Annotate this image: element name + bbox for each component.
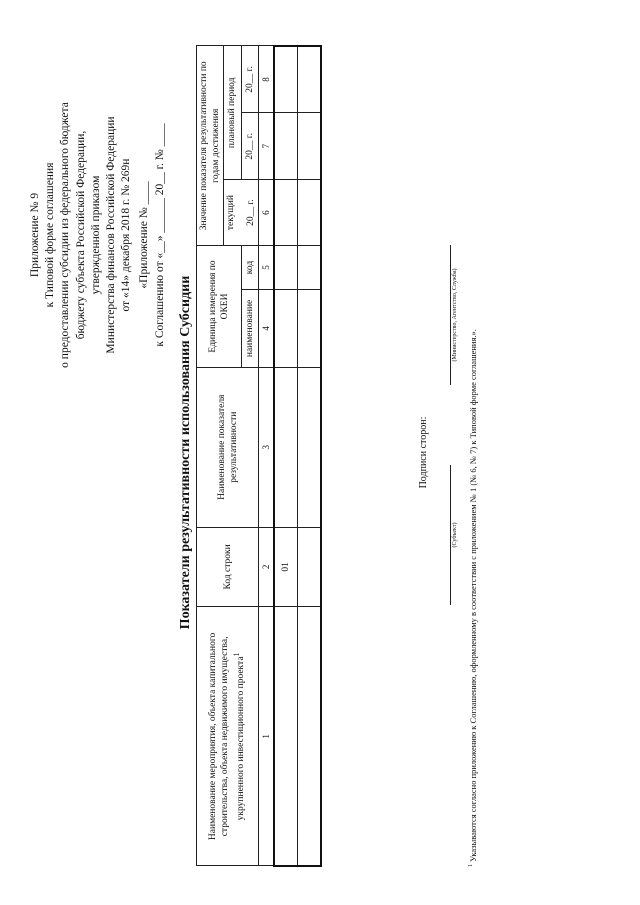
table-cell-row-code: 01 — [274, 527, 298, 607]
header-plan-year-2: 20__ г. — [241, 46, 259, 113]
header-plan-year-1: 20__ г. — [241, 113, 259, 180]
column-number: 1 — [259, 607, 275, 866]
table-cell — [298, 246, 322, 290]
column-number: 4 — [259, 289, 275, 367]
header-unit-code: код — [241, 246, 259, 290]
table-cell — [298, 180, 322, 246]
header-unit: Единица измерения по ОКЕИ — [197, 246, 242, 368]
signature-line — [438, 465, 451, 605]
table-cell — [274, 113, 298, 180]
table-cell — [274, 246, 298, 290]
table-cell — [274, 367, 298, 527]
column-number: 7 — [259, 113, 275, 180]
column-number: 8 — [259, 46, 275, 113]
signature-subject — [438, 465, 458, 605]
signatures-title: Подписи сторон: — [418, 416, 429, 489]
header-line-4: бюджету субъекта Российской Федерации, — [74, 130, 87, 340]
header-line-1: Приложение № 9 — [29, 192, 41, 278]
header-current: текущий 20__ г. — [224, 180, 259, 246]
header-plan-period: плановый период — [224, 46, 242, 180]
table-cell — [274, 607, 298, 866]
header-line-2: к Типовой форме соглашения — [44, 162, 57, 308]
table-cell — [298, 527, 322, 607]
signature-ministry — [438, 245, 458, 385]
signature-caption-subject: (Субъект) — [452, 522, 458, 548]
header-line-8: «Приложение № ____ — [138, 181, 151, 289]
column-number: 5 — [259, 246, 275, 290]
table-cell — [274, 289, 298, 367]
table-cell — [274, 46, 298, 113]
table-cell — [298, 367, 322, 527]
header-row-code: Код строки — [197, 527, 259, 607]
header-unit-name: наименование — [241, 289, 259, 367]
table-cell — [298, 607, 322, 866]
header-indicator: Наименование показателя результативности — [197, 367, 259, 527]
header-line-3: о предоставлении субсидии из федерального бюджета — [59, 102, 72, 368]
header-line-6: Министерства финансов Российской Федерации — [105, 116, 118, 354]
table-cell — [298, 289, 322, 367]
table-cell — [298, 113, 322, 180]
signature-line — [438, 245, 451, 385]
header-line-9: к Соглашению от «__» ______ 20__ г. № ____ — [153, 123, 166, 347]
header-event: Наименование мероприятия, объекта капитального строительства, объекта недвижимого имущества, укрупненного инвестиционного проекта$^1$ — [197, 607, 259, 866]
table-row — [274, 46, 298, 866]
table-row — [298, 46, 322, 866]
header-line-5: утвержденной приказом — [89, 175, 102, 295]
page-title: Показатели результативности использования Субсидии — [178, 275, 193, 630]
column-number: 3 — [259, 367, 275, 527]
header-line-7: от «14» декабря 2018 г. № 269н — [120, 158, 133, 312]
appendix-header — [28, 55, 168, 415]
column-number: 2 — [259, 527, 275, 607]
indicators-table — [196, 45, 322, 867]
header-values: Значение показателя результативности по годам достижения — [197, 46, 224, 246]
footnote: $^1$ Указываются согласно приложению к Соглашению, оформленному в соответствии с приложением № 1 (№ 6, № 7) к Типовой форме соглашения.». — [468, 329, 478, 867]
table-cell — [298, 46, 322, 113]
table-cell — [274, 180, 298, 246]
signature-caption-ministry: (Министерство, Агентство, Служба) — [452, 268, 458, 362]
column-number: 6 — [259, 180, 275, 246]
